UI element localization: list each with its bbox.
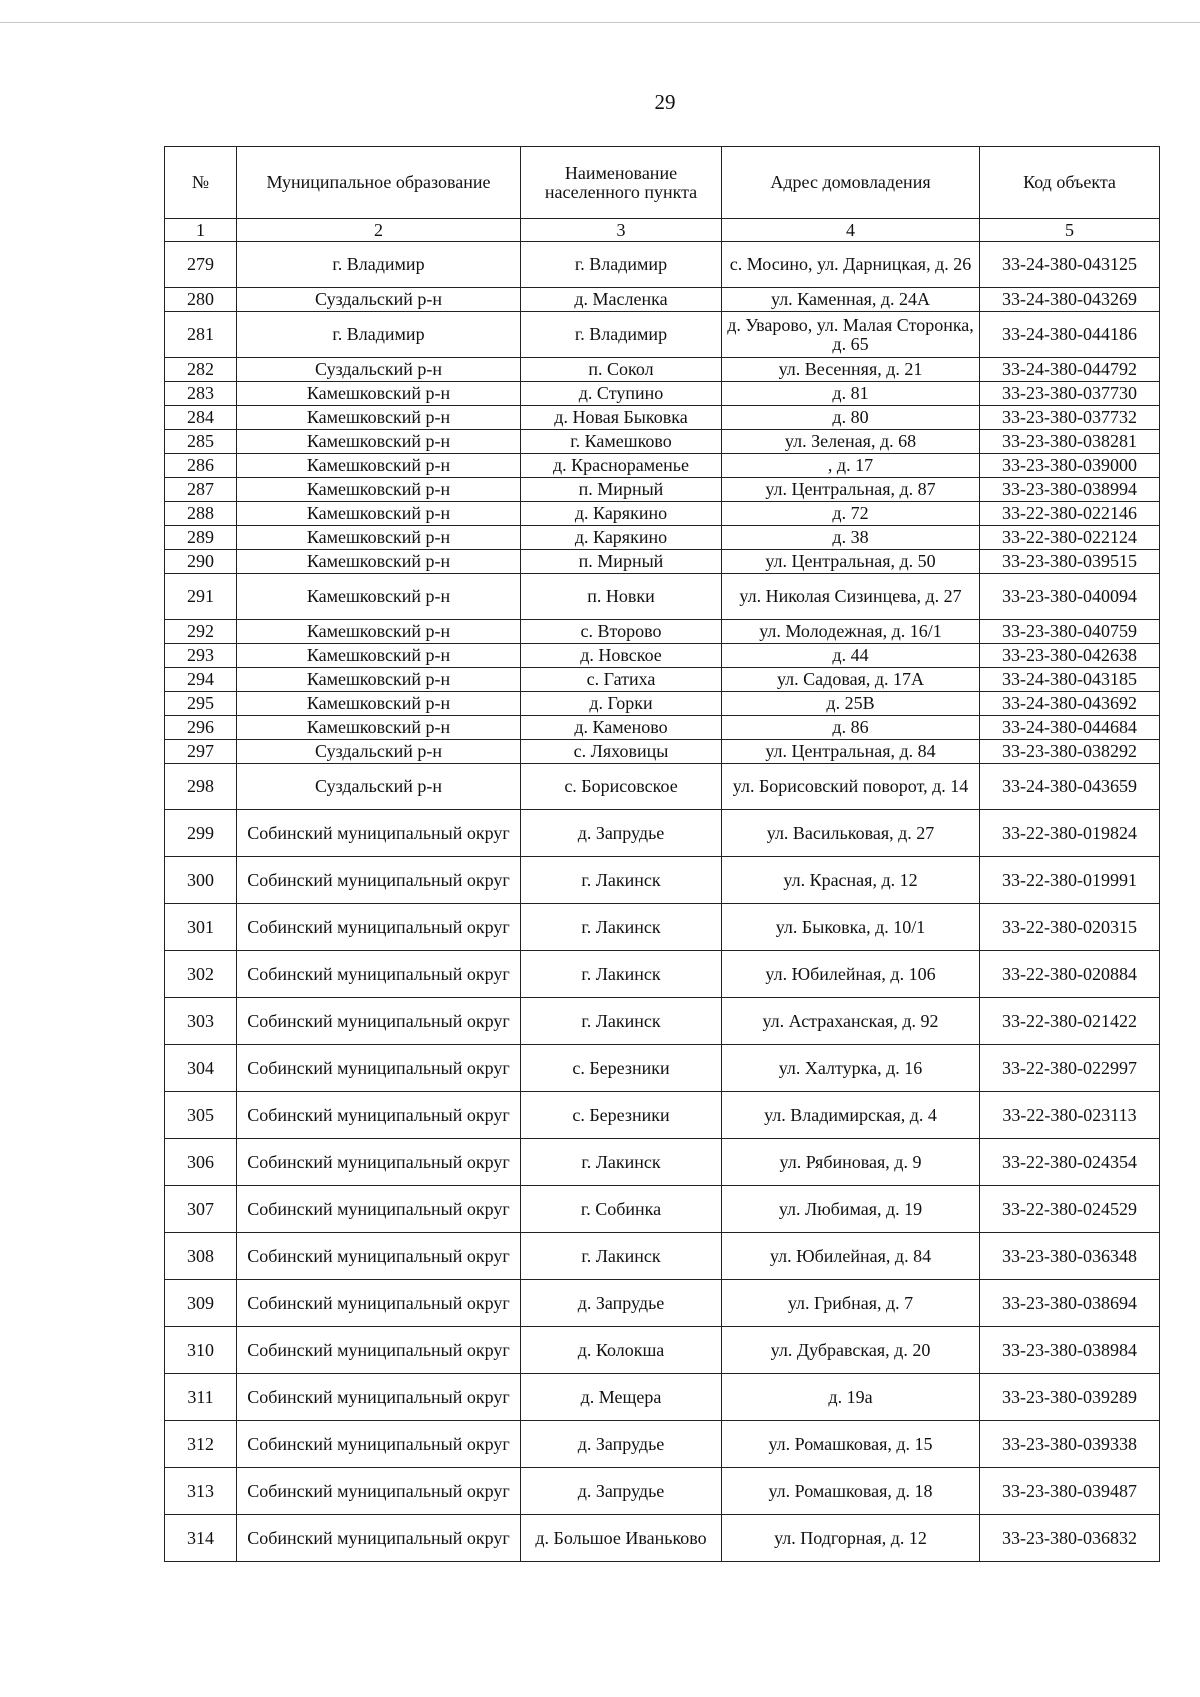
municipality-cell: Суздальский р-н [237, 288, 521, 312]
municipality-cell: Камешковский р-н [237, 620, 521, 644]
table-row [165, 810, 1160, 857]
settlement-cell: с. Березники [521, 1045, 722, 1092]
table-row [165, 904, 1160, 951]
table-row [165, 312, 1160, 358]
settlement-cell: п. Новки [521, 574, 722, 620]
header-address: Адрес домовладения [722, 147, 980, 219]
settlement-cell: г. Лакинск [521, 951, 722, 998]
address-cell: ул. Дубравская, д. 20 [722, 1327, 980, 1374]
row-number: 308 [165, 1233, 237, 1280]
table-row [165, 692, 1160, 716]
table-row [165, 502, 1160, 526]
object-code-cell: 33-24-380-044186 [980, 312, 1160, 358]
object-code-cell: 33-23-380-038292 [980, 740, 1160, 764]
row-number: 297 [165, 740, 237, 764]
settlement-cell: с. Борисовское [521, 764, 722, 810]
table-row [165, 526, 1160, 550]
address-cell: ул. Центральная, д. 84 [722, 740, 980, 764]
settlement-cell: д. Запрудье [521, 1468, 722, 1515]
row-number: 304 [165, 1045, 237, 1092]
address-cell: ул. Борисовский поворот, д. 14 [722, 764, 980, 810]
table-row [165, 1045, 1160, 1092]
table-row [165, 1139, 1160, 1186]
row-number: 305 [165, 1092, 237, 1139]
municipality-cell: Собинский муниципальный округ [237, 1421, 521, 1468]
settlement-cell: д. Ступино [521, 382, 722, 406]
settlement-cell: д. Карякино [521, 502, 722, 526]
table-row [165, 1468, 1160, 1515]
table-row [165, 1515, 1160, 1562]
table-row [165, 382, 1160, 406]
address-cell: ул. Юбилейная, д. 84 [722, 1233, 980, 1280]
table-row [165, 430, 1160, 454]
municipality-cell: Собинский муниципальный округ [237, 857, 521, 904]
row-number: 295 [165, 692, 237, 716]
municipality-cell: Собинский муниципальный округ [237, 1139, 521, 1186]
settlement-cell: г. Лакинск [521, 998, 722, 1045]
municipality-cell: Камешковский р-н [237, 644, 521, 668]
object-code-cell: 33-23-380-038281 [980, 430, 1160, 454]
object-code-cell: 33-23-380-038694 [980, 1280, 1160, 1327]
settlement-cell: г. Лакинск [521, 1139, 722, 1186]
address-cell: ул. Центральная, д. 87 [722, 478, 980, 502]
object-code-cell: 33-24-380-044684 [980, 716, 1160, 740]
address-cell: ул. Красная, д. 12 [722, 857, 980, 904]
settlement-cell: д. Краснораменье [521, 454, 722, 478]
table-row [165, 620, 1160, 644]
header-number: № [165, 147, 237, 219]
municipality-cell: Камешковский р-н [237, 716, 521, 740]
address-cell: ул. Каменная, д. 24А [722, 288, 980, 312]
row-number: 298 [165, 764, 237, 810]
row-number: 303 [165, 998, 237, 1045]
object-code-cell: 33-22-380-024354 [980, 1139, 1160, 1186]
address-cell: д. 25В [722, 692, 980, 716]
municipality-cell: Камешковский р-н [237, 526, 521, 550]
table-row [165, 358, 1160, 382]
settlement-cell: д. Колокша [521, 1327, 722, 1374]
row-number: 281 [165, 312, 237, 358]
row-number: 302 [165, 951, 237, 998]
settlement-cell: д. Каменово [521, 716, 722, 740]
address-cell: ул. Рябиновая, д. 9 [722, 1139, 980, 1186]
address-cell: д. 44 [722, 644, 980, 668]
address-cell: ул. Молодежная, д. 16/1 [722, 620, 980, 644]
scan-top-rule [0, 22, 1200, 23]
table-row [165, 644, 1160, 668]
row-number: 309 [165, 1280, 237, 1327]
address-cell: , д. 17 [722, 454, 980, 478]
object-code-cell: 33-23-380-036832 [980, 1515, 1160, 1562]
object-code-cell: 33-22-380-024529 [980, 1186, 1160, 1233]
column-number: 2 [237, 219, 521, 242]
address-cell: ул. Юбилейная, д. 106 [722, 951, 980, 998]
row-number: 288 [165, 502, 237, 526]
settlement-cell: г. Лакинск [521, 904, 722, 951]
table-row [165, 1280, 1160, 1327]
object-code-cell: 33-22-380-022997 [980, 1045, 1160, 1092]
municipality-cell: г. Владимир [237, 312, 521, 358]
column-number: 3 [521, 219, 722, 242]
row-number: 312 [165, 1421, 237, 1468]
row-number: 306 [165, 1139, 237, 1186]
row-number: 311 [165, 1374, 237, 1421]
settlement-cell: г. Собинка [521, 1186, 722, 1233]
municipality-cell: Собинский муниципальный округ [237, 1327, 521, 1374]
object-code-cell: 33-22-380-021422 [980, 998, 1160, 1045]
object-code-cell: 33-23-380-038984 [980, 1327, 1160, 1374]
object-code-cell: 33-24-380-043659 [980, 764, 1160, 810]
settlement-cell: д. Карякино [521, 526, 722, 550]
table-row [165, 716, 1160, 740]
municipality-cell: Собинский муниципальный округ [237, 1092, 521, 1139]
header-row [165, 147, 1160, 219]
object-code-cell: 33-23-380-040759 [980, 620, 1160, 644]
row-number: 301 [165, 904, 237, 951]
table-row [165, 242, 1160, 288]
object-code-cell: 33-22-380-020884 [980, 951, 1160, 998]
row-number: 310 [165, 1327, 237, 1374]
object-code-cell: 33-23-380-039000 [980, 454, 1160, 478]
object-code-cell: 33-23-380-038994 [980, 478, 1160, 502]
object-code-cell: 33-23-380-037730 [980, 382, 1160, 406]
address-cell: д. Уварово, ул. Малая Сторонка, д. 65 [722, 312, 980, 358]
table-row [165, 454, 1160, 478]
settlement-cell: д. Горки [521, 692, 722, 716]
address-cell: ул. Быковка, д. 10/1 [722, 904, 980, 951]
settlement-cell: д. Запрудье [521, 810, 722, 857]
address-cell: ул. Ромашковая, д. 18 [722, 1468, 980, 1515]
settlement-cell: д. Новая Быковка [521, 406, 722, 430]
settlement-cell: с. Гатиха [521, 668, 722, 692]
municipality-cell: Собинский муниципальный округ [237, 998, 521, 1045]
settlement-cell: п. Мирный [521, 478, 722, 502]
municipality-cell: Камешковский р-н [237, 502, 521, 526]
object-code-cell: 33-23-380-039338 [980, 1421, 1160, 1468]
settlement-cell: с. Второво [521, 620, 722, 644]
header-object-code: Код объекта [980, 147, 1160, 219]
column-number: 5 [980, 219, 1160, 242]
table-row [165, 1421, 1160, 1468]
row-number: 282 [165, 358, 237, 382]
row-number: 313 [165, 1468, 237, 1515]
address-cell: ул. Подгорная, д. 12 [722, 1515, 980, 1562]
address-cell: ул. Центральная, д. 50 [722, 550, 980, 574]
municipality-cell: Собинский муниципальный округ [237, 904, 521, 951]
object-code-cell: 33-24-380-043269 [980, 288, 1160, 312]
object-code-cell: 33-23-380-042638 [980, 644, 1160, 668]
row-number: 292 [165, 620, 237, 644]
address-cell: ул. Ромашковая, д. 15 [722, 1421, 980, 1468]
object-code-cell: 33-22-380-022146 [980, 502, 1160, 526]
settlement-cell: г. Владимир [521, 312, 722, 358]
municipality-cell: Собинский муниципальный округ [237, 1374, 521, 1421]
settlement-cell: д. Большое Иваньково [521, 1515, 722, 1562]
address-cell: ул. Весенняя, д. 21 [722, 358, 980, 382]
object-code-cell: 33-24-380-043692 [980, 692, 1160, 716]
row-number: 314 [165, 1515, 237, 1562]
settlement-cell: п. Сокол [521, 358, 722, 382]
object-code-cell: 33-24-380-043125 [980, 242, 1160, 288]
municipality-cell: Камешковский р-н [237, 406, 521, 430]
object-code-cell: 33-22-380-022124 [980, 526, 1160, 550]
table-row [165, 740, 1160, 764]
row-number: 291 [165, 574, 237, 620]
object-code-cell: 33-22-380-020315 [980, 904, 1160, 951]
table-row [165, 478, 1160, 502]
table-body [165, 242, 1160, 1562]
address-cell: ул. Николая Сизинцева, д. 27 [722, 574, 980, 620]
header-settlement: Наименование населенного пункта [521, 147, 722, 219]
object-code-cell: 33-23-380-036348 [980, 1233, 1160, 1280]
row-number: 293 [165, 644, 237, 668]
column-number-row [165, 219, 1160, 242]
municipality-cell: Собинский муниципальный округ [237, 1515, 521, 1562]
municipality-cell: Камешковский р-н [237, 668, 521, 692]
address-cell: д. 86 [722, 716, 980, 740]
municipality-cell: Суздальский р-н [237, 358, 521, 382]
municipality-cell: Камешковский р-н [237, 692, 521, 716]
row-number: 300 [165, 857, 237, 904]
settlement-cell: с. Ляховицы [521, 740, 722, 764]
address-cell: д. 80 [722, 406, 980, 430]
address-cell: ул. Грибная, д. 7 [722, 1280, 980, 1327]
municipality-cell: Суздальский р-н [237, 764, 521, 810]
address-cell: ул. Астраханская, д. 92 [722, 998, 980, 1045]
row-number: 289 [165, 526, 237, 550]
municipality-cell: Камешковский р-н [237, 430, 521, 454]
address-cell: д. 19а [722, 1374, 980, 1421]
settlement-cell: д. Запрудье [521, 1280, 722, 1327]
settlement-cell: с. Березники [521, 1092, 722, 1139]
row-number: 286 [165, 454, 237, 478]
table-row [165, 1092, 1160, 1139]
row-number: 287 [165, 478, 237, 502]
table-row [165, 951, 1160, 998]
municipality-cell: Собинский муниципальный округ [237, 1280, 521, 1327]
row-number: 307 [165, 1186, 237, 1233]
table-row [165, 406, 1160, 430]
address-cell: д. 38 [722, 526, 980, 550]
address-cell: д. 81 [722, 382, 980, 406]
table-row [165, 998, 1160, 1045]
municipality-cell: Суздальский р-н [237, 740, 521, 764]
object-code-cell: 33-24-380-043185 [980, 668, 1160, 692]
object-code-cell: 33-23-380-039487 [980, 1468, 1160, 1515]
address-cell: ул. Владимирская, д. 4 [722, 1092, 980, 1139]
municipality-cell: Собинский муниципальный округ [237, 951, 521, 998]
object-code-cell: 33-23-380-040094 [980, 574, 1160, 620]
column-number: 1 [165, 219, 237, 242]
settlement-cell: г. Лакинск [521, 1233, 722, 1280]
object-code-cell: 33-22-380-019824 [980, 810, 1160, 857]
municipality-cell: Камешковский р-н [237, 574, 521, 620]
municipality-cell: Собинский муниципальный округ [237, 1045, 521, 1092]
settlement-cell: д. Запрудье [521, 1421, 722, 1468]
settlement-cell: д. Масленка [521, 288, 722, 312]
municipality-cell: Камешковский р-н [237, 478, 521, 502]
table-row [165, 1233, 1160, 1280]
row-number: 285 [165, 430, 237, 454]
row-number: 280 [165, 288, 237, 312]
row-number: 299 [165, 810, 237, 857]
row-number: 283 [165, 382, 237, 406]
municipality-cell: Собинский муниципальный округ [237, 1233, 521, 1280]
table-row [165, 1186, 1160, 1233]
table-row [165, 574, 1160, 620]
column-number: 4 [722, 219, 980, 242]
address-cell: ул. Васильковая, д. 27 [722, 810, 980, 857]
object-code-cell: 33-22-380-019991 [980, 857, 1160, 904]
address-cell: ул. Зеленая, д. 68 [722, 430, 980, 454]
table-row [165, 550, 1160, 574]
settlement-cell: г. Лакинск [521, 857, 722, 904]
address-cell: д. 72 [722, 502, 980, 526]
object-code-cell: 33-22-380-023113 [980, 1092, 1160, 1139]
municipality-cell: Камешковский р-н [237, 550, 521, 574]
header-municipality: Муниципальное образование [237, 147, 521, 219]
row-number: 279 [165, 242, 237, 288]
settlement-cell: д. Новское [521, 644, 722, 668]
settlement-cell: п. Мирный [521, 550, 722, 574]
registry-table [164, 146, 1160, 1562]
settlement-cell: г. Владимир [521, 242, 722, 288]
municipality-cell: Камешковский р-н [237, 454, 521, 478]
settlement-cell: г. Камешково [521, 430, 722, 454]
row-number: 290 [165, 550, 237, 574]
object-code-cell: 33-23-380-039515 [980, 550, 1160, 574]
municipality-cell: г. Владимир [237, 242, 521, 288]
page-number: 29 [654, 90, 676, 114]
table-row [165, 1374, 1160, 1421]
row-number: 294 [165, 668, 237, 692]
address-cell: с. Мосино, ул. Дарницкая, д. 26 [722, 242, 980, 288]
object-code-cell: 33-23-380-037732 [980, 406, 1160, 430]
address-cell: ул. Садовая, д. 17А [722, 668, 980, 692]
row-number: 284 [165, 406, 237, 430]
row-number: 296 [165, 716, 237, 740]
address-cell: ул. Любимая, д. 19 [722, 1186, 980, 1233]
object-code-cell: 33-24-380-044792 [980, 358, 1160, 382]
settlement-cell: д. Мещера [521, 1374, 722, 1421]
table-row [165, 1327, 1160, 1374]
table-row [165, 288, 1160, 312]
object-code-cell: 33-23-380-039289 [980, 1374, 1160, 1421]
address-cell: ул. Халтурка, д. 16 [722, 1045, 980, 1092]
municipality-cell: Камешковский р-н [237, 382, 521, 406]
table-row [165, 668, 1160, 692]
table-row [165, 857, 1160, 904]
municipality-cell: Собинский муниципальный округ [237, 1186, 521, 1233]
municipality-cell: Собинский муниципальный округ [237, 810, 521, 857]
municipality-cell: Собинский муниципальный округ [237, 1468, 521, 1515]
table-row [165, 764, 1160, 810]
